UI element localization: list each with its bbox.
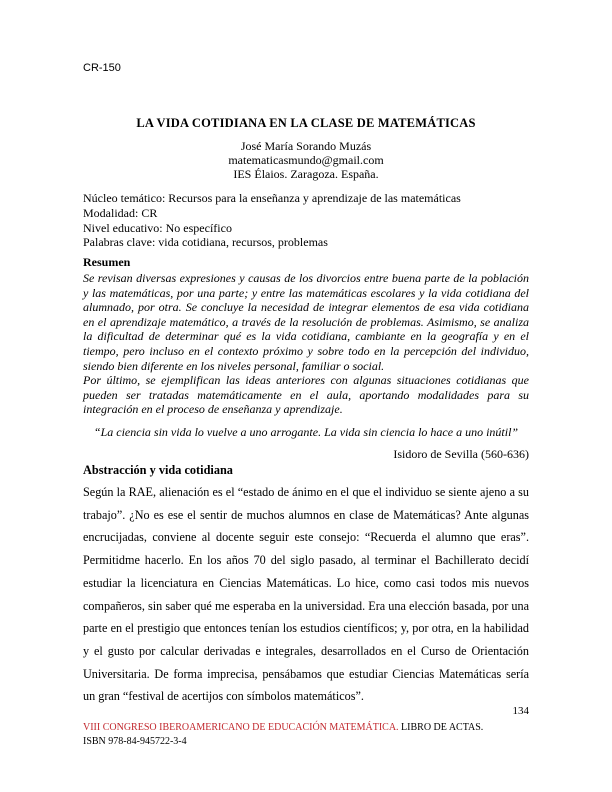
footer	[83, 721, 529, 748]
footer-isbn: ISBN 978-84-945722-3-4	[83, 735, 187, 747]
section-body-paragraph: Según la RAE, alienación es el “estado de ánimo en el que el individuo se siente ajeno a su trabajo”. ¿No es ese el sentir de muchos alumnos en clase de Matemáticas? Ante algunas encrucijadas, conviene al docente seguir este consejo: “Recuerda el alumno que eras”. Permitidme hacerlo. En los años 70 del siglo pasado, al terminar el Bachillerato decidí estudiar la licenciatura en Ciencias Matemáticas. Lo hice, como casi todos mis nuevos compañeros, sin saber qué me esperaba en la universidad. Era una elección basada, por una parte en el prestigio que entonces tenían los estudios científicos; y, por otra, en la habilidad y el gusto por calcular derivadas e integrales, desarrollados en el Curso de Orientación Universitaria. De forma imprecisa, pensábamos que estudiar Ciencias Matemáticas sería un gran “festival de acertijos con símbolos matemáticos”.	[83, 485, 529, 704]
footer-book-label: LIBRO DE ACTAS.	[398, 722, 484, 733]
author-block	[83, 139, 529, 181]
metadata-modalidad: Modalidad: CR	[83, 205, 158, 220]
metadata-palabras-clave: Palabras clave: vida cotidiana, recursos, problemas	[83, 235, 328, 250]
metadata-nivel-educativo: Nivel educativo: No específico	[83, 220, 232, 235]
footer-congress-title: VIII CONGRESO IBEROAMERICANO DE EDUCACIÓN MATEMÁTICA.	[83, 722, 399, 733]
footer-congress-line	[83, 721, 529, 735]
author-email: matematicasmundo@gmail.com	[228, 153, 384, 167]
page-number: 134	[512, 705, 529, 717]
abstract-heading: Resumen	[83, 255, 131, 269]
abstract-text	[83, 271, 529, 417]
abstract-paragraph-1: Se revisan diversas expresiones y causas de los divorcios entre buena parte de la población y las matemáticas, por una parte; y entre las matemáticas escolares y la vida cotidiana del alumnado, por otra. Se concluye la necesidad de integrar elementos de esa vida cotidiana en el aprendizaje matemático, a través de la resolución de problemas. Asimismo, se analiza la dificultad de determinar qué es la vida cotidiana, cambiante en la geografía y en el tiempo, pero incluso en el contexto próximo y sobre todo en la percepción del individuo, siendo bien diferente en los niveles personal, familiar o social.	[83, 271, 529, 373]
paper-title: LA VIDA COTIDIANA EN LA CLASE DE MATEMÁTICAS	[136, 116, 476, 130]
metadata-nucleo-tematico: Núcleo temático: Recursos para la enseñanza y aprendizaje de las matemáticas	[83, 191, 461, 205]
abstract-paragraph-2: Por último, se ejemplifican las ideas anteriores con algunas situaciones cotidianas que pueden ser tratadas matemáticamente en el aula, aportando modalidades para su integración en el proceso de enseñanza y aprendizaje.	[83, 373, 529, 417]
epigraph-attribution: Isidoro de Sevilla (560-636)	[393, 447, 529, 461]
epigraph-quote: “La ciencia sin vida lo vuelve a uno arrogante. La vida sin ciencia lo hace a uno inútil”	[93, 425, 519, 439]
metadata-block	[83, 191, 529, 250]
author-affiliation: IES Élaios. Zaragoza. España.	[233, 167, 379, 181]
paper-code: CR-150	[83, 62, 121, 74]
section-heading: Abstracción y vida cotidiana	[83, 463, 233, 477]
author-name: José María Sorando Muzás	[240, 139, 372, 153]
